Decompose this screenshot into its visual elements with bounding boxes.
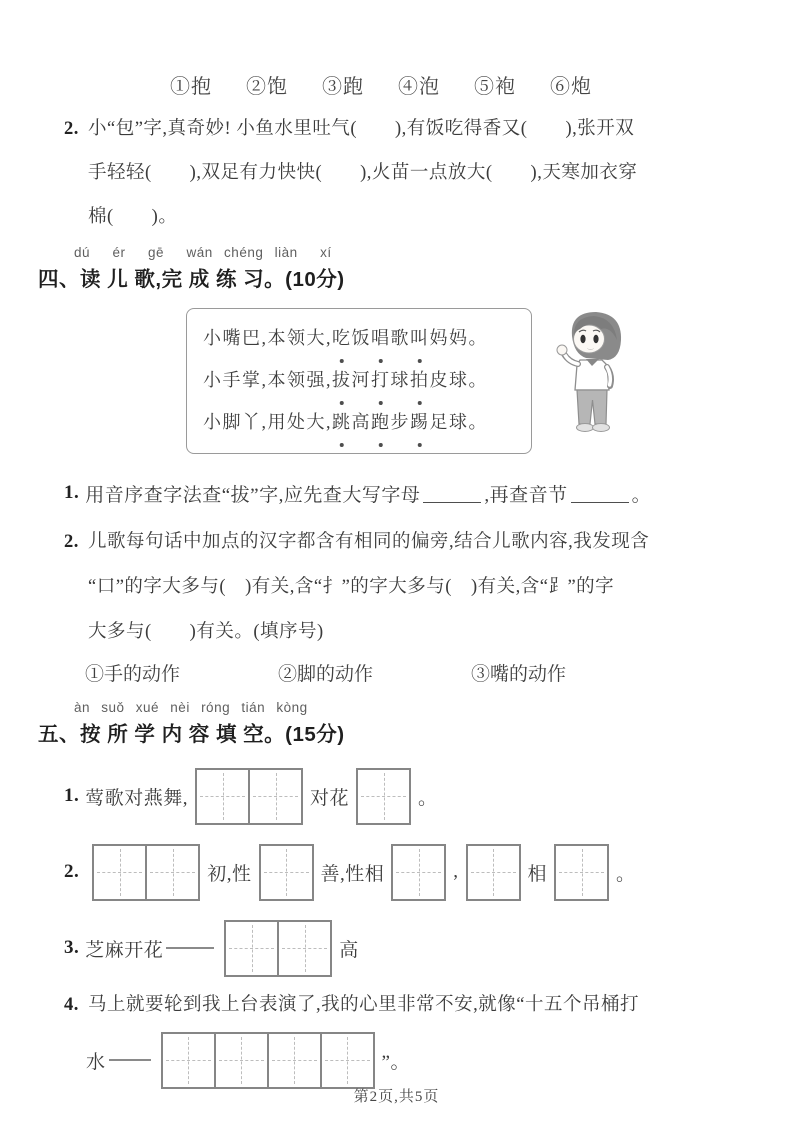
text-segment: 球 [390,370,410,390]
section-4-header [0,245,793,292]
phonetic-option: ①抱 [170,76,212,98]
action-option: ③嘴的动作 [471,664,567,685]
text-line: 儿歌每句话中加点的汉字都含有相同的偏旁,结合儿歌内容,我发现含 [88,532,650,552]
section-5-title: 五、按 所 学 内 容 填 空。(15分) [38,723,345,746]
grid-cell [163,1034,214,1087]
text-line: 大多与( )有关。(填序号) [88,622,324,642]
text-line: 马上就要轮到我上台表演了,我的心里非常不安,就像“十五个吊桶打 [88,995,639,1015]
text-segment: 1. [64,482,80,503]
writing-grid [224,920,332,977]
text-segment: 相 [527,863,548,885]
text-segment: 小手掌,本领强, [203,370,332,390]
action-options-row [85,659,793,686]
text-segment: 步 [390,412,410,432]
text-segment: 。 [616,863,636,885]
dash-line [109,1059,151,1061]
grid-cell [556,846,607,899]
poem-line [203,401,515,443]
action-option: ①手的动作 [85,664,181,685]
text-segment: 妈妈。 [429,328,488,348]
emphasized-char: 叫 [410,317,430,359]
poem-line [203,359,515,401]
text-segment: 用音序查字法查“拔”字,应先查大写字母 [85,484,421,506]
section-5-header [0,700,793,747]
emphasized-char: 踢 [410,401,430,443]
text-segment: 对花 [310,787,350,809]
text-segment: 小嘴巴,本领大, [203,328,332,348]
poem-box [186,308,532,454]
action-option: ②脚的动作 [278,664,374,685]
emphasized-char: 吃 [332,317,352,359]
section-5-pinyin: àn suǒ xué nèi róng tián kòng [74,700,308,715]
emphasized-char: 唱 [371,317,391,359]
question-number: 2. [64,532,79,552]
emphasized-char: 跳 [332,401,352,443]
text-segment: 2. [64,861,80,882]
writing-grid [259,844,314,901]
question-bao-fill [0,107,793,239]
text-segment: 歌 [390,328,410,348]
text-segment: 芝麻开花 [85,939,164,961]
emphasized-char: 拍 [410,359,430,401]
phonetic-options-row [170,70,793,99]
writing-grid [92,844,200,901]
text-segment: 皮球。 [429,370,488,390]
text-segment: 。 [418,787,438,809]
section-4-title: 四、读 儿 歌,完 成 练 习。(10分) [38,268,345,291]
text-segment: 足球。 [429,412,488,432]
phonetic-option: ②饱 [246,76,288,98]
writing-grid [161,1032,375,1089]
text-segment: 高 [339,939,359,961]
text-segment: 水 [86,1051,106,1073]
text-segment: ”。 [381,1051,410,1073]
grid-cell [248,770,301,823]
text-segment: 善,性相 [320,863,385,885]
text-segment: 小脚丫,用处大, [203,412,332,432]
section4-question-1 [64,476,793,510]
emphasized-char: 跑 [371,401,391,443]
writing-grid [356,768,411,825]
text-segment: 高 [351,412,371,432]
answer-blank [423,483,481,503]
text-segment: 。 [631,484,652,506]
text-segment: 莺歌对燕舞, [85,787,189,809]
text-segment: 1. [64,785,80,806]
grid-cell [468,846,519,899]
grid-cell [320,1034,373,1087]
grid-cell [261,846,312,899]
section5-question-1 [64,765,793,827]
page-number: 第2页,共5页 [353,1089,440,1105]
grid-cell [197,770,248,823]
text-line: 手轻轻( ),双足有力快快( ),火苗一点放大( ),天寒加衣穿 [88,163,638,183]
section5-question-3 [64,917,793,979]
text-segment: ,再查音节 [484,484,568,506]
text-segment: 3. [64,937,80,958]
section5-question-4 [0,989,793,1021]
section-4-pinyin: dú ér gē wán chéng liàn xí [74,245,332,260]
text-segment: 河 [351,370,371,390]
text-segment: 饭 [351,328,371,348]
grid-cell [226,922,277,975]
writing-grid [195,768,303,825]
writing-grid [554,844,609,901]
grid-cell [393,846,444,899]
text-segment: , [453,861,459,882]
phonetic-option: ⑥炮 [550,76,592,98]
dash-line [166,947,214,949]
section5-question-2 [64,841,793,903]
grid-cell [214,1034,267,1087]
grid-cell [277,922,330,975]
text-line: 小“包”字,真奇妙! 小鱼水里吐气( ),有饭吃得香又( ),张开双 [88,119,635,139]
answer-blank [571,483,629,503]
poem-area [186,308,666,460]
section5-question-4-answer-row [86,1029,793,1091]
text-segment: 初,性 [207,863,252,885]
grid-cell [358,770,409,823]
phonetic-option: ③跑 [322,76,364,98]
grid-cell [267,1034,320,1087]
emphasized-char: 打 [371,359,391,401]
child-illustration [544,304,644,444]
writing-grid [391,844,446,901]
phonetic-option: ④泡 [398,76,440,98]
writing-grid [466,844,521,901]
emphasized-char: 拔 [332,359,352,401]
text-line: “口”的字大多与( )有关,含“扌”的字大多与( )有关,含“⻊”的字 [88,577,615,597]
grid-cell [145,846,198,899]
grid-cell [94,846,145,899]
question-number: 2. [64,119,79,139]
section4-question-2 [0,520,793,655]
text-line: 棉( )。 [88,207,178,227]
poem-line [203,317,515,359]
phonetic-option: ⑤袍 [474,76,516,98]
question-number: 4. [64,995,79,1015]
